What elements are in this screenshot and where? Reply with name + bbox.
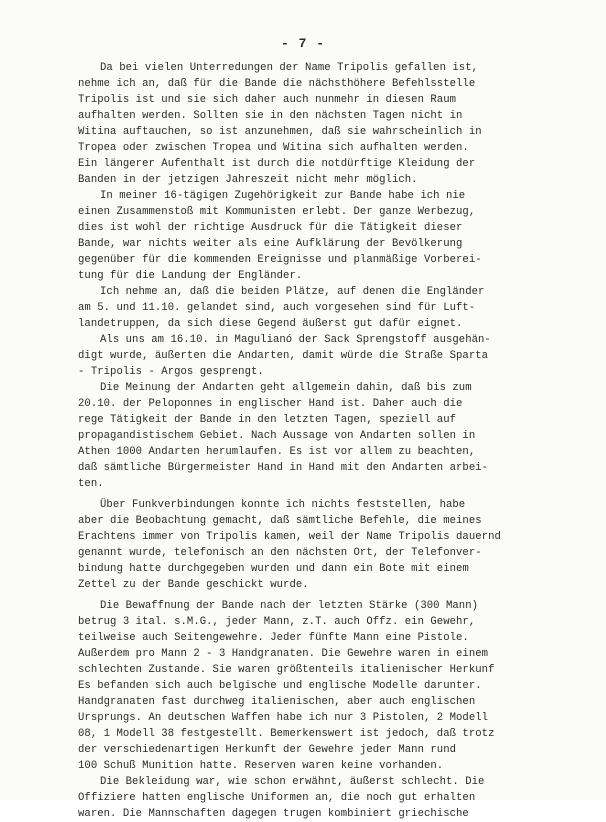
- paragraph: [78, 284, 548, 332]
- text-line: rege Tätigkeit der Bande in den letzten Tagen, speziell auf: [78, 414, 457, 426]
- text-line: 100 Schuß Munition hatte. Reserven waren keine vorhanden.: [78, 760, 444, 772]
- text-line: am 5. und 11.10. gelandet sind, auch vorgesehen sind für Luft-: [78, 302, 476, 314]
- paragraph: [78, 188, 548, 284]
- text-line: Ein längerer Aufenthalt ist durch die notdürftige Kleidung der: [78, 158, 476, 170]
- page-number: - 7 -: [280, 36, 325, 51]
- text-line: 08, 1 Modell 38 festgestellt. Bemerkenswert ist jedoch, daß trotz: [78, 728, 495, 740]
- paragraph: [78, 598, 548, 774]
- text-line: Zettel zu der Bande geschickt wurde.: [78, 579, 309, 591]
- text-line: Die Bekleidung war, wie schon erwähnt, äußerst schlecht. Die: [100, 776, 485, 788]
- text-line: Ich nehme an, daß die beiden Plätze, auf denen die Engländer: [100, 286, 485, 298]
- text-line: daß sämtliche Bürgermeister Hand in Hand mit den Andarten arbei-: [78, 462, 489, 474]
- text-line: Erachtens immer von Tripolis kamen, weil der Name Tripolis dauernd: [78, 531, 501, 543]
- paragraph: [78, 497, 548, 593]
- paragraph: [78, 60, 548, 188]
- text-line: digt wurde, äußerten die Andarten, damit würde die Straße Sparta: [78, 350, 489, 362]
- text-line: Athen 1000 Andarten herumlaufen. Es ist vor allem zu beachten,: [78, 446, 476, 458]
- text-line: Tripolis ist und sie sich daher auch nunmehr in diesen Raum: [78, 94, 457, 106]
- text-line: landetruppen, da sich diese Gegend äußerst gut dafür eignet.: [78, 318, 463, 330]
- text-line: einen Zusammenstoß mit Kommunisten erlebt. Der ganze Werbezug,: [78, 206, 476, 218]
- text-line: Offiziere hatten englische Uniformen an, die noch gut erhalten: [78, 792, 476, 804]
- text-line: Als uns am 16.10. in Magulianó der Sack Sprengstoff ausgehän-: [100, 334, 491, 346]
- text-line: 20.10. der Peloponnes in englischer Hand ist. Daher auch die: [78, 398, 463, 410]
- text-line: Witina auftauchen, so ist anzunehmen, daß sie wahrscheinlich in: [78, 126, 482, 138]
- paragraph: [78, 332, 548, 380]
- body-text: [78, 60, 548, 822]
- text-line: - Tripolis - Argos gesprengt.: [78, 366, 264, 378]
- text-line: nehme ich an, daß für die Bande die nächsthöhere Befehlsstelle: [78, 78, 476, 90]
- text-line: Über Funkverbindungen konnte ich nichts feststellen, habe: [100, 499, 466, 511]
- text-line: Bande, war nichts weiter als eine Aufklärung der Bevölkerung: [78, 238, 463, 250]
- text-line: Die Meinung der Andarten geht allgemein dahin, daß bis zum: [100, 382, 472, 394]
- text-line: tung für die Landung der Engländer.: [78, 270, 303, 282]
- text-line: der verschiedenartigen Herkunft der Gewehre jeder Mann rund: [78, 744, 457, 756]
- paragraph: [78, 380, 548, 492]
- text-line: Es befanden sich auch belgische und englische Modelle darunter.: [78, 680, 482, 692]
- text-line: betrug 3 ital. s.M.G., jeder Mann, z.T. auch Offz. ein Gewehr,: [78, 616, 476, 628]
- text-line: Die Bewaffnung der Bande nach der letzten Stärke (300 Mann): [100, 600, 479, 612]
- text-line: teilweise auch Seitengewehre. Jeder fünfte Mann eine Pistole.: [78, 632, 469, 644]
- text-line: dies ist wohl der richtige Ausdruck für die Tätigkeit dieser: [78, 222, 463, 234]
- text-line: Da bei vielen Unterredungen der Name Tripolis gefallen ist,: [100, 62, 479, 74]
- text-line: Banden in der jetzigen Jahreszeit nicht mehr möglich.: [78, 174, 418, 186]
- text-line: bindung hatte durchgegeben wurden und dann ein Bote mit einem: [78, 563, 469, 575]
- text-line: gegenüber für die kommenden Ereignisse und planmäßige Vorberei-: [78, 254, 482, 266]
- text-line: aber die Beobachtung gemacht, daß sämtliche Befehle, die meines: [78, 515, 482, 527]
- paragraph: [78, 774, 548, 822]
- text-line: schlechten Zustande. Sie waren größtenteils italienischer Herkunf: [78, 664, 495, 676]
- text-line: In meiner 16-tägigen Zugehörigkeit zur Bande habe ich nie: [100, 190, 466, 202]
- text-line: aufhalten werden. Sollten sie in den nächsten Tagen nicht in: [78, 110, 463, 122]
- text-line: propagandistischem Gebiet. Nach Aussage von Andarten sollen in: [78, 430, 476, 442]
- text-line: genannt wurde, telefonisch an den nächsten Ort, der Telefonver-: [78, 547, 482, 559]
- text-line: waren. Die Mannschaften dagegen trugen kombiniert griechische: [78, 808, 469, 820]
- text-line: ten.: [78, 478, 104, 490]
- text-line: Tropea oder zwischen Tropea und Witina sich aufhalten werden.: [78, 142, 469, 154]
- text-line: Ursprungs. An deutschen Waffen habe ich nur 3 Pistolen, 2 Modell: [78, 712, 489, 724]
- text-line: Außerdem pro Mann 2 - 3 Handgranaten. Die Gewehre waren in einem: [78, 648, 489, 660]
- text-line: Handgranaten fast durchweg italienischen, aber auch englischen: [78, 696, 476, 708]
